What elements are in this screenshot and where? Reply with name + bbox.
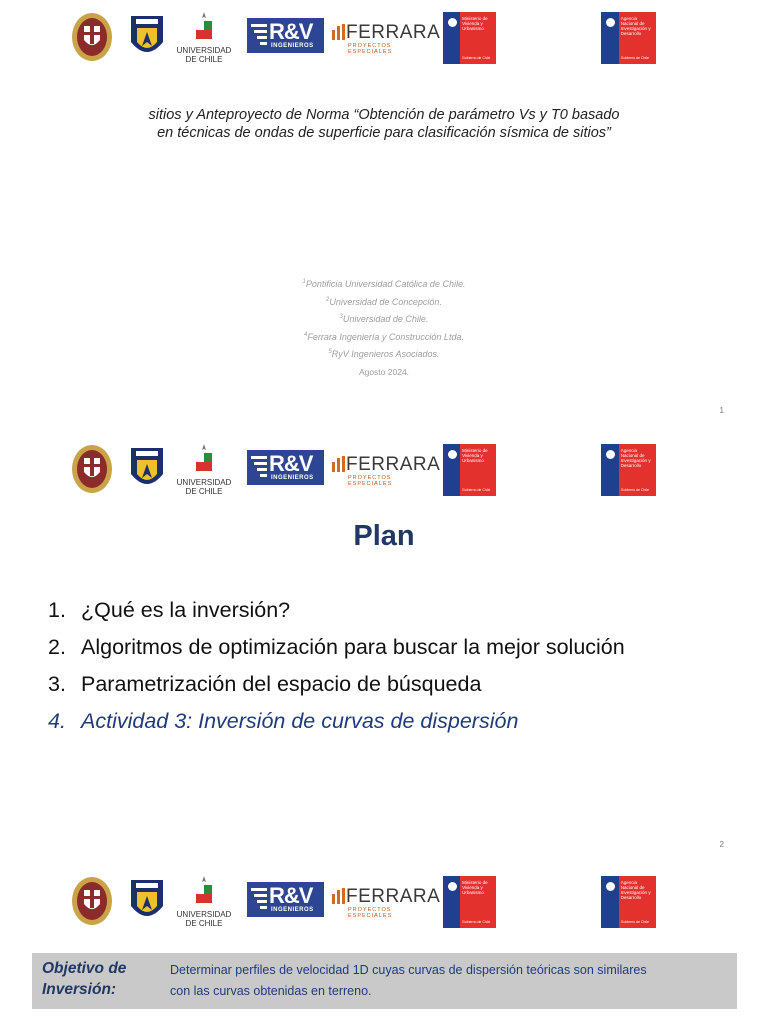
slide-1	[0, 0, 768, 432]
anid-logo	[601, 444, 656, 496]
slide-3	[0, 864, 768, 1024]
uchile-logo	[172, 8, 236, 68]
anid-footer: Gobierno de Chile	[620, 920, 650, 924]
uchile-text-line1: UNIVERSIDAD	[176, 46, 232, 55]
uchile-logo	[172, 872, 236, 932]
minvu-logo	[443, 444, 496, 496]
ferrara-subtitle: PROYECTOS ESPECIALES	[348, 43, 393, 55]
slide1-page-number: 1	[719, 406, 724, 415]
uchile-text-line1: UNIVERSIDAD	[176, 478, 232, 487]
affiliations	[184, 275, 584, 363]
anid-text: Agencia Nacional de Investigación y Desarrollo	[620, 16, 651, 36]
uchile-emblem-icon	[193, 12, 215, 46]
affiliation-4: $^4$Ferrara Ingeniería y Construcción Ltda.	[304, 331, 464, 342]
uchile-text-line2: DE CHILE	[185, 487, 223, 496]
ferrara-mark-icon	[332, 24, 345, 40]
ferrara-logo	[332, 22, 441, 55]
ferrara-name: FERRARA	[346, 886, 441, 907]
udec-crest-icon	[128, 876, 166, 926]
objective-text-line2: con las curvas obtenidas en terreno.	[170, 984, 372, 998]
minvu-footer: Gobierno de Chile	[462, 920, 491, 924]
objective-label	[42, 958, 162, 1000]
affiliation-1: $^1$Pontificia Universidad Católica de Chile.	[302, 279, 466, 289]
logo-row	[0, 440, 768, 500]
ferrara-mark-icon	[332, 888, 345, 904]
objective-band	[32, 953, 737, 1009]
affiliation-3: $^3$Universidad de Chile.	[339, 314, 429, 324]
puc-crest-icon	[70, 10, 114, 64]
affiliation-2: $^2$Universidad de Concepción.	[326, 296, 442, 307]
minvu-footer: Gobierno de Chile	[462, 56, 491, 60]
logo-row	[0, 872, 768, 932]
uchile-emblem-icon	[193, 876, 215, 910]
puc-crest-icon	[70, 442, 114, 496]
slide-2	[0, 432, 768, 864]
gov-star-icon	[448, 882, 457, 891]
minvu-text: Ministerio de Vivienda y Urbanismo	[462, 880, 488, 895]
rv-logo	[247, 882, 324, 917]
uchile-text-line2: DE CHILE	[185, 55, 223, 64]
ferrara-mark-icon	[332, 456, 345, 472]
slide1-title-line2: en técnicas de ondas de superficie para clasificación sísmica de sitios”	[157, 125, 611, 141]
rv-logo	[247, 18, 324, 53]
minvu-logo	[443, 876, 496, 928]
gov-star-icon	[448, 18, 457, 27]
slide1-title-line1: sitios y Anteproyecto de Norma “Obtención de parámetro Vs y T0 basado	[148, 107, 620, 123]
minvu-text: Ministerio de Vivienda y Urbanismo	[462, 16, 488, 31]
slide1-date: Agosto 2024.	[358, 367, 410, 377]
slide1-title	[60, 106, 708, 142]
gov-star-icon	[606, 882, 615, 891]
ferrara-subtitle: PROYECTOS ESPECIALES	[348, 907, 393, 919]
anid-footer: Gobierno de Chile	[620, 488, 650, 492]
rv-bars-icon	[251, 888, 267, 910]
uchile-text	[172, 478, 236, 496]
uchile-text-line2: DE CHILE	[185, 919, 223, 928]
objective-label-line2: Inversión:	[42, 981, 117, 998]
puc-crest-icon	[70, 874, 114, 928]
ferrara-name: FERRARA	[346, 22, 441, 43]
objective-label-line1: Objetivo de	[42, 960, 127, 977]
rv-bars-icon	[251, 24, 267, 46]
uchile-text-line1: UNIVERSIDAD	[176, 910, 232, 919]
minvu-logo	[443, 12, 496, 64]
gov-star-icon	[606, 450, 615, 459]
uchile-logo	[172, 440, 236, 500]
gov-star-icon	[606, 18, 615, 27]
anid-logo	[601, 12, 656, 64]
ferrara-name: FERRARA	[346, 454, 441, 475]
ferrara-logo	[332, 454, 441, 487]
gov-star-icon	[448, 450, 457, 459]
objective-text	[170, 960, 730, 1002]
plan-list	[48, 592, 748, 740]
rv-logo-text: R&V	[269, 451, 313, 476]
ferrara-subtitle: PROYECTOS ESPECIALES	[348, 475, 393, 487]
uchile-text	[172, 46, 236, 64]
plan-item-4: 4. Actividad 3: Inversión de curvas de dispersión	[48, 709, 519, 733]
plan-item-1: 1. ¿Qué es la inversión?	[48, 598, 291, 622]
affiliation-5: $^5$RyV Ingenieros Asociados.	[328, 349, 440, 359]
logo-row	[0, 8, 768, 68]
rv-logo-subtext: INGENIEROS	[271, 907, 314, 913]
rv-logo-text: R&V	[269, 883, 313, 908]
udec-crest-icon	[128, 444, 166, 494]
minvu-footer: Gobierno de Chile	[462, 488, 491, 492]
anid-footer: Gobierno de Chile	[620, 56, 650, 60]
uchile-text	[172, 910, 236, 928]
objective-text-line1: Determinar perfiles de velocidad 1D cuyas curvas de dispersión teóricas son similares	[170, 963, 647, 977]
ferrara-logo	[332, 886, 441, 919]
anid-text: Agencia Nacional de Investigación y Desarrollo	[620, 880, 651, 900]
udec-crest-icon	[128, 12, 166, 62]
anid-logo	[601, 876, 656, 928]
rv-logo-subtext: INGENIEROS	[271, 475, 314, 481]
uchile-emblem-icon	[193, 444, 215, 478]
rv-logo-subtext: INGENIEROS	[271, 43, 314, 49]
rv-logo	[247, 450, 324, 485]
rv-bars-icon	[251, 456, 267, 478]
plan-item-2: 2. Algoritmos de optimización para buscar la mejor solución	[48, 635, 625, 659]
plan-title: Plan	[353, 520, 415, 552]
slide2-page-number: 2	[719, 840, 724, 849]
rv-logo-text: R&V	[269, 19, 313, 44]
plan-item-3: 3. Parametrización del espacio de búsqueda	[48, 672, 482, 696]
anid-text: Agencia Nacional de Investigación y Desarrollo	[620, 448, 651, 468]
minvu-text: Ministerio de Vivienda y Urbanismo	[462, 448, 488, 463]
